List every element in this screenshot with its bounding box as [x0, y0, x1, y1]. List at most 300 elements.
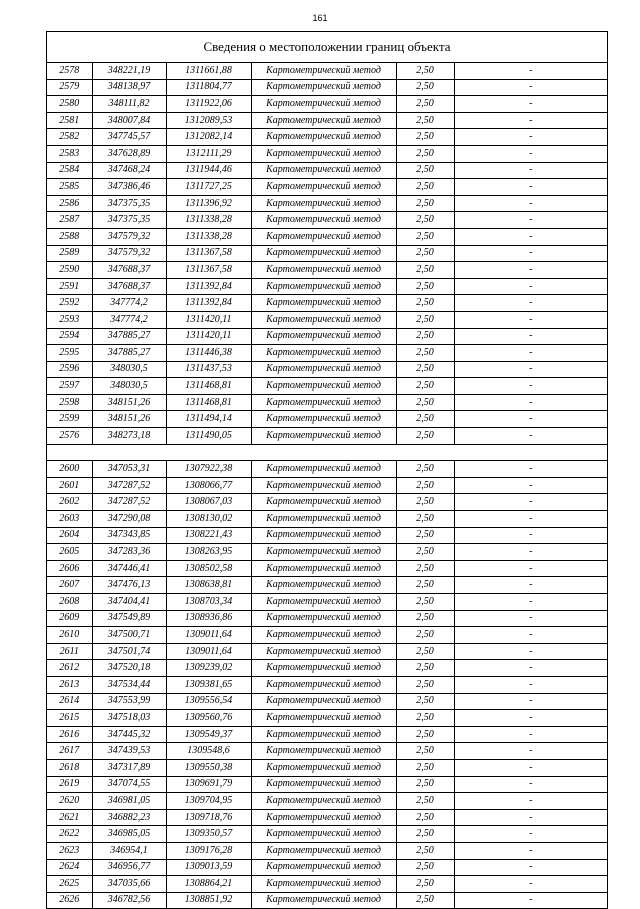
cell-point-number: 2587: [47, 212, 92, 229]
cell-coord-y: 1309548,6: [166, 743, 251, 760]
cell-description: -: [454, 776, 607, 793]
cell-coord-y: 1311420,11: [166, 311, 251, 328]
cell-method: Картометрический метод: [251, 179, 396, 196]
cell-method: Картометрический метод: [251, 710, 396, 727]
cell-accuracy: 2,50: [396, 311, 454, 328]
cell-description: -: [454, 295, 607, 312]
cell-method: Картометрический метод: [251, 311, 396, 328]
cell-method: Картометрический метод: [251, 162, 396, 179]
cell-accuracy: 2,50: [396, 610, 454, 627]
cell-method: Картометрический метод: [251, 610, 396, 627]
table-row: [47, 544, 607, 561]
table-row: [47, 892, 607, 909]
cell-method: Картометрический метод: [251, 262, 396, 279]
cell-description: -: [454, 228, 607, 245]
table-row: [47, 129, 607, 146]
cell-coord-y: 1309556,54: [166, 693, 251, 710]
separator-cell: [47, 444, 607, 461]
cell-point-number: 2578: [47, 63, 92, 79]
cell-accuracy: 2,50: [396, 759, 454, 776]
cell-accuracy: 2,50: [396, 378, 454, 395]
cell-coord-x: 347500,71: [92, 627, 166, 644]
cell-description: -: [454, 245, 607, 262]
cell-coord-x: 347053,31: [92, 461, 166, 478]
cell-accuracy: 2,50: [396, 876, 454, 893]
cell-description: -: [454, 96, 607, 113]
cell-description: -: [454, 494, 607, 511]
cell-point-number: 2624: [47, 859, 92, 876]
cell-description: -: [454, 162, 607, 179]
table-row: [47, 842, 607, 859]
cell-point-number: 2603: [47, 511, 92, 528]
cell-accuracy: 2,50: [396, 212, 454, 229]
cell-coord-y: 1311338,28: [166, 228, 251, 245]
cell-method: Картометрический метод: [251, 378, 396, 395]
table-row: [47, 627, 607, 644]
cell-coord-y: 1312089,53: [166, 112, 251, 129]
cell-method: Картометрический метод: [251, 328, 396, 345]
cell-point-number: 2597: [47, 378, 92, 395]
table-row: [47, 594, 607, 611]
cell-description: -: [454, 859, 607, 876]
cell-description: -: [454, 892, 607, 909]
cell-point-number: 2612: [47, 660, 92, 677]
cell-description: -: [454, 311, 607, 328]
cell-accuracy: 2,50: [396, 63, 454, 79]
table-row: [47, 411, 607, 428]
cell-description: -: [454, 461, 607, 478]
cell-method: Картометрический метод: [251, 428, 396, 445]
cell-point-number: 2620: [47, 793, 92, 810]
cell-accuracy: 2,50: [396, 262, 454, 279]
cell-description: -: [454, 394, 607, 411]
cell-method: Картометрический метод: [251, 743, 396, 760]
cell-method: Картометрический метод: [251, 809, 396, 826]
cell-method: Картометрический метод: [251, 859, 396, 876]
cell-point-number: 2599: [47, 411, 92, 428]
cell-coord-y: 1311437,53: [166, 361, 251, 378]
table-row: [47, 461, 607, 478]
cell-description: -: [454, 378, 607, 395]
cell-method: Картометрический метод: [251, 295, 396, 312]
cell-description: -: [454, 345, 607, 362]
cell-description: -: [454, 63, 607, 79]
cell-method: Картометрический метод: [251, 577, 396, 594]
cell-point-number: 2605: [47, 544, 92, 561]
cell-coord-x: 348007,84: [92, 112, 166, 129]
cell-description: -: [454, 627, 607, 644]
cell-accuracy: 2,50: [396, 278, 454, 295]
cell-accuracy: 2,50: [396, 461, 454, 478]
cell-method: Картометрический метод: [251, 759, 396, 776]
cell-point-number: 2622: [47, 826, 92, 843]
cell-point-number: 2583: [47, 145, 92, 162]
cell-method: Картометрический метод: [251, 345, 396, 362]
cell-description: -: [454, 726, 607, 743]
cell-point-number: 2619: [47, 776, 92, 793]
table-row: [47, 660, 607, 677]
cell-coord-y: 1311944,46: [166, 162, 251, 179]
cell-coord-x: 347446,41: [92, 560, 166, 577]
cell-coord-y: 1308221,43: [166, 527, 251, 544]
cell-coord-x: 348151,26: [92, 411, 166, 428]
cell-description: -: [454, 826, 607, 843]
cell-description: -: [454, 179, 607, 196]
cell-accuracy: 2,50: [396, 79, 454, 96]
table-row: [47, 295, 607, 312]
cell-method: Картометрический метод: [251, 79, 396, 96]
cell-method: Картометрический метод: [251, 228, 396, 245]
cell-point-number: 2588: [47, 228, 92, 245]
cell-accuracy: 2,50: [396, 859, 454, 876]
cell-accuracy: 2,50: [396, 693, 454, 710]
cell-coord-y: 1309011,64: [166, 627, 251, 644]
table-row: [47, 610, 607, 627]
cell-description: -: [454, 793, 607, 810]
cell-accuracy: 2,50: [396, 560, 454, 577]
cell-accuracy: 2,50: [396, 477, 454, 494]
table-row: [47, 428, 607, 445]
cell-coord-x: 346954,1: [92, 842, 166, 859]
cell-point-number: 2595: [47, 345, 92, 362]
cell-description: -: [454, 527, 607, 544]
cell-coord-x: 348030,5: [92, 361, 166, 378]
cell-method: Картометрический метод: [251, 693, 396, 710]
cell-method: Картометрический метод: [251, 511, 396, 528]
cell-method: Картометрический метод: [251, 726, 396, 743]
cell-coord-y: 1309704,95: [166, 793, 251, 810]
table-row: [47, 179, 607, 196]
cell-coord-y: 1311922,06: [166, 96, 251, 113]
cell-description: -: [454, 809, 607, 826]
table-row: [47, 96, 607, 113]
cell-point-number: 2608: [47, 594, 92, 611]
cell-point-number: 2611: [47, 643, 92, 660]
cell-coord-x: 348138,97: [92, 79, 166, 96]
cell-accuracy: 2,50: [396, 544, 454, 561]
cell-accuracy: 2,50: [396, 527, 454, 544]
page-number: 161: [312, 13, 328, 23]
cell-coord-x: 347688,37: [92, 278, 166, 295]
cell-description: -: [454, 428, 607, 445]
cell-accuracy: 2,50: [396, 809, 454, 826]
cell-point-number: 2589: [47, 245, 92, 262]
cell-coord-x: 348111,82: [92, 96, 166, 113]
cell-point-number: 2579: [47, 79, 92, 96]
cell-method: Картометрический метод: [251, 876, 396, 893]
cell-accuracy: 2,50: [396, 195, 454, 212]
cell-description: -: [454, 610, 607, 627]
cell-description: -: [454, 511, 607, 528]
cell-coord-x: 347885,27: [92, 328, 166, 345]
cell-accuracy: 2,50: [396, 643, 454, 660]
cell-description: -: [454, 660, 607, 677]
cell-description: -: [454, 876, 607, 893]
table-row: [47, 643, 607, 660]
cell-accuracy: 2,50: [396, 129, 454, 146]
cell-description: -: [454, 477, 607, 494]
cell-coord-y: 1311727,25: [166, 179, 251, 196]
cell-coord-x: 347885,27: [92, 345, 166, 362]
cell-point-number: 2600: [47, 461, 92, 478]
cell-method: Картометрический метод: [251, 245, 396, 262]
cell-coord-x: 346981,05: [92, 793, 166, 810]
table-row: [47, 112, 607, 129]
cell-point-number: 2625: [47, 876, 92, 893]
cell-coord-x: 347287,52: [92, 477, 166, 494]
cell-coord-x: 347476,13: [92, 577, 166, 594]
table-row: [47, 494, 607, 511]
boundary-table-frame: [46, 31, 608, 909]
cell-point-number: 2610: [47, 627, 92, 644]
cell-coord-y: 1308263,95: [166, 544, 251, 561]
table-row: [47, 876, 607, 893]
cell-accuracy: 2,50: [396, 826, 454, 843]
cell-coord-x: 347579,32: [92, 228, 166, 245]
cell-method: Картометрический метод: [251, 394, 396, 411]
cell-coord-y: 1308066,77: [166, 477, 251, 494]
cell-method: Картометрический метод: [251, 842, 396, 859]
cell-coord-x: 347290,08: [92, 511, 166, 528]
cell-coord-x: 347287,52: [92, 494, 166, 511]
cell-point-number: 2581: [47, 112, 92, 129]
cell-method: Картометрический метод: [251, 129, 396, 146]
table-row: [47, 394, 607, 411]
cell-description: -: [454, 328, 607, 345]
cell-coord-y: 1312082,14: [166, 129, 251, 146]
cell-accuracy: 2,50: [396, 112, 454, 129]
cell-coord-x: 347518,03: [92, 710, 166, 727]
cell-coord-x: 347439,53: [92, 743, 166, 760]
cell-description: -: [454, 693, 607, 710]
cell-accuracy: 2,50: [396, 345, 454, 362]
cell-coord-y: 1311420,11: [166, 328, 251, 345]
table-row: [47, 776, 607, 793]
table-row: [47, 212, 607, 229]
cell-coord-y: 1309011,64: [166, 643, 251, 660]
table-row: [47, 511, 607, 528]
cell-accuracy: 2,50: [396, 245, 454, 262]
cell-coord-x: 347035,66: [92, 876, 166, 893]
cell-accuracy: 2,50: [396, 361, 454, 378]
cell-coord-x: 347549,89: [92, 610, 166, 627]
cell-point-number: 2594: [47, 328, 92, 345]
cell-coord-y: 1309239,02: [166, 660, 251, 677]
cell-method: Картометрический метод: [251, 477, 396, 494]
cell-coord-y: 1309176,28: [166, 842, 251, 859]
table-row: [47, 793, 607, 810]
cell-accuracy: 2,50: [396, 892, 454, 909]
table-title: Сведения о местоположении границ объекта: [47, 32, 607, 63]
cell-method: Картометрический метод: [251, 627, 396, 644]
cell-method: Картометрический метод: [251, 411, 396, 428]
cell-coord-x: 347628,89: [92, 145, 166, 162]
cell-accuracy: 2,50: [396, 145, 454, 162]
cell-point-number: 2606: [47, 560, 92, 577]
cell-coord-y: 1308936,86: [166, 610, 251, 627]
table-row: [47, 759, 607, 776]
cell-coord-x: 347404,41: [92, 594, 166, 611]
cell-coord-y: 1311468,81: [166, 378, 251, 395]
cell-point-number: 2615: [47, 710, 92, 727]
cell-point-number: 2582: [47, 129, 92, 146]
cell-coord-y: 1311396,92: [166, 195, 251, 212]
cell-coord-y: 1309560,76: [166, 710, 251, 727]
cell-description: -: [454, 129, 607, 146]
table-row: [47, 560, 607, 577]
table-row: [47, 859, 607, 876]
cell-accuracy: 2,50: [396, 743, 454, 760]
cell-accuracy: 2,50: [396, 428, 454, 445]
cell-point-number: 2580: [47, 96, 92, 113]
cell-point-number: 2626: [47, 892, 92, 909]
cell-method: Картометрический метод: [251, 145, 396, 162]
cell-coord-x: 347774,2: [92, 295, 166, 312]
cell-coord-y: 1311661,88: [166, 63, 251, 79]
cell-accuracy: 2,50: [396, 228, 454, 245]
cell-coord-x: 346782,56: [92, 892, 166, 909]
cell-point-number: 2586: [47, 195, 92, 212]
cell-coord-y: 1308502,58: [166, 560, 251, 577]
cell-description: -: [454, 411, 607, 428]
cell-point-number: 2613: [47, 676, 92, 693]
table-row: [47, 245, 607, 262]
cell-coord-y: 1311446,38: [166, 345, 251, 362]
cell-coord-x: 346882,23: [92, 809, 166, 826]
cell-accuracy: 2,50: [396, 594, 454, 611]
cell-accuracy: 2,50: [396, 842, 454, 859]
table-row: [47, 262, 607, 279]
table-row: [47, 527, 607, 544]
cell-method: Картометрический метод: [251, 494, 396, 511]
cell-accuracy: 2,50: [396, 793, 454, 810]
cell-point-number: 2618: [47, 759, 92, 776]
table-row: [47, 477, 607, 494]
cell-description: -: [454, 842, 607, 859]
cell-coord-y: 1308130,02: [166, 511, 251, 528]
cell-point-number: 2617: [47, 743, 92, 760]
table-row: [47, 328, 607, 345]
cell-coord-y: 1309550,38: [166, 759, 251, 776]
cell-coord-x: 347553,99: [92, 693, 166, 710]
cell-accuracy: 2,50: [396, 676, 454, 693]
cell-coord-y: 1311392,84: [166, 295, 251, 312]
table-row: [47, 710, 607, 727]
cell-description: -: [454, 577, 607, 594]
cell-description: -: [454, 560, 607, 577]
cell-description: -: [454, 79, 607, 96]
cell-method: Картометрический метод: [251, 63, 396, 79]
cell-coord-x: 347375,35: [92, 195, 166, 212]
section-separator-row: [47, 444, 607, 461]
cell-description: -: [454, 361, 607, 378]
cell-coord-x: 347317,89: [92, 759, 166, 776]
table-row: [47, 826, 607, 843]
table-row: [47, 378, 607, 395]
cell-coord-y: 1311494,14: [166, 411, 251, 428]
cell-method: Картометрический метод: [251, 660, 396, 677]
cell-method: Картометрический метод: [251, 892, 396, 909]
cell-coord-y: 1307922,38: [166, 461, 251, 478]
cell-coord-x: 347774,2: [92, 311, 166, 328]
cell-point-number: 2585: [47, 179, 92, 196]
cell-description: -: [454, 743, 607, 760]
cell-accuracy: 2,50: [396, 295, 454, 312]
cell-point-number: 2596: [47, 361, 92, 378]
cell-method: Картометрический метод: [251, 643, 396, 660]
table-row: [47, 195, 607, 212]
cell-description: -: [454, 759, 607, 776]
cell-method: Картометрический метод: [251, 112, 396, 129]
cell-coord-y: 1308067,03: [166, 494, 251, 511]
cell-accuracy: 2,50: [396, 660, 454, 677]
cell-accuracy: 2,50: [396, 494, 454, 511]
cell-method: Картометрический метод: [251, 826, 396, 843]
cell-method: Картометрический метод: [251, 527, 396, 544]
cell-coord-y: 1309381,65: [166, 676, 251, 693]
cell-coord-y: 1309549,37: [166, 726, 251, 743]
cell-coord-y: 1308638,81: [166, 577, 251, 594]
cell-coord-y: 1311367,58: [166, 245, 251, 262]
table-row: [47, 693, 607, 710]
cell-accuracy: 2,50: [396, 328, 454, 345]
cell-description: -: [454, 112, 607, 129]
cell-description: -: [454, 594, 607, 611]
cell-coord-x: 347386,46: [92, 179, 166, 196]
cell-accuracy: 2,50: [396, 577, 454, 594]
cell-accuracy: 2,50: [396, 726, 454, 743]
table-row: [47, 726, 607, 743]
cell-point-number: 2602: [47, 494, 92, 511]
cell-point-number: 2609: [47, 610, 92, 627]
cell-coord-x: 347375,35: [92, 212, 166, 229]
cell-coord-y: 1308703,34: [166, 594, 251, 611]
cell-coord-y: 1309350,57: [166, 826, 251, 843]
table-row: [47, 145, 607, 162]
cell-point-number: 2592: [47, 295, 92, 312]
table-row: [47, 743, 607, 760]
cell-coord-y: 1309691,79: [166, 776, 251, 793]
cell-accuracy: 2,50: [396, 96, 454, 113]
cell-method: Картометрический метод: [251, 544, 396, 561]
cell-coord-x: 348151,26: [92, 394, 166, 411]
table-row: [47, 577, 607, 594]
cell-description: -: [454, 544, 607, 561]
cell-coord-x: 346956,77: [92, 859, 166, 876]
table-row: [47, 278, 607, 295]
cell-coord-x: 347445,32: [92, 726, 166, 743]
cell-point-number: 2601: [47, 477, 92, 494]
cell-method: Картометрический метод: [251, 560, 396, 577]
cell-coord-y: 1311338,28: [166, 212, 251, 229]
cell-method: Картометрический метод: [251, 461, 396, 478]
cell-coord-y: 1311367,58: [166, 262, 251, 279]
cell-coord-x: 346985,05: [92, 826, 166, 843]
cell-point-number: 2623: [47, 842, 92, 859]
cell-coord-x: 348030,5: [92, 378, 166, 395]
coordinates-table: [47, 63, 607, 909]
table-row: [47, 809, 607, 826]
cell-point-number: 2584: [47, 162, 92, 179]
cell-method: Картометрический метод: [251, 212, 396, 229]
cell-accuracy: 2,50: [396, 162, 454, 179]
cell-point-number: 2616: [47, 726, 92, 743]
cell-point-number: 2614: [47, 693, 92, 710]
cell-point-number: 2576: [47, 428, 92, 445]
cell-point-number: 2604: [47, 527, 92, 544]
cell-coord-x: 347534,44: [92, 676, 166, 693]
cell-coord-y: 1308864,21: [166, 876, 251, 893]
